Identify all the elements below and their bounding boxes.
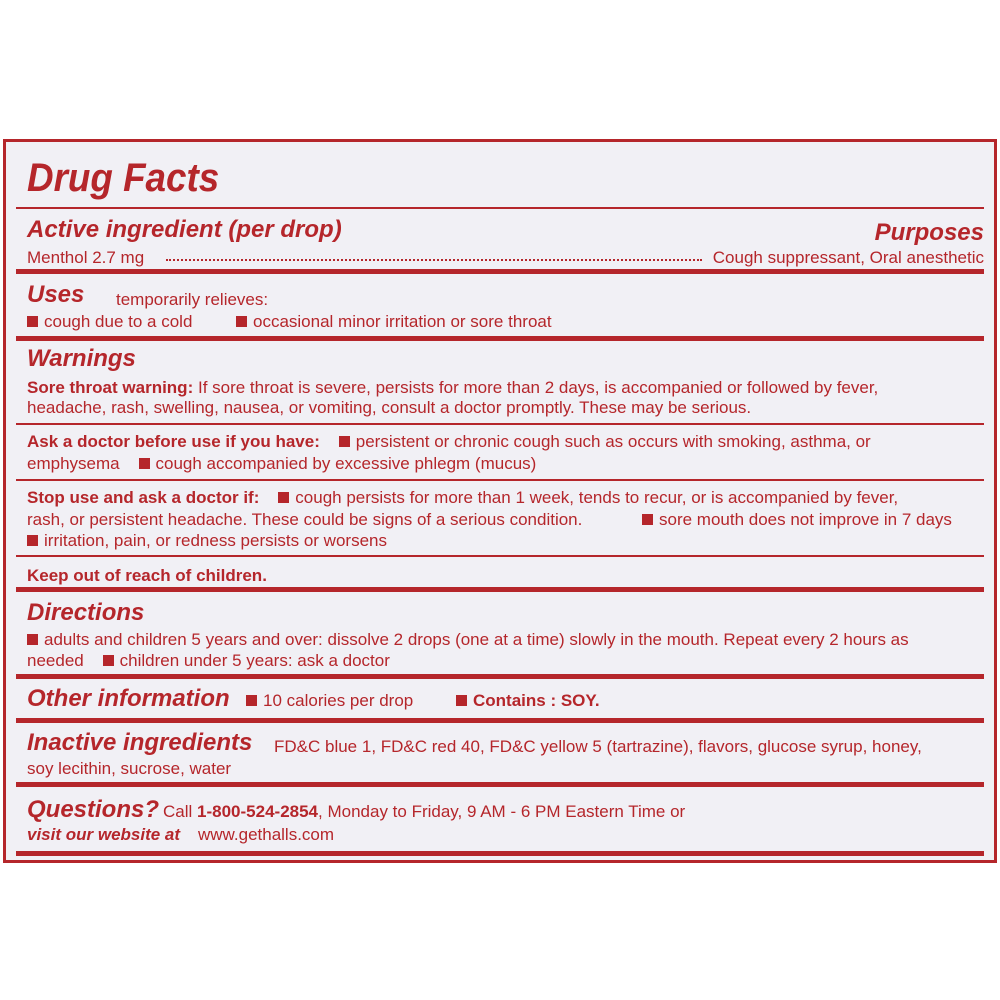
- questions-call: Call 1-800-524-2854, Monday to Friday, 9 AM - 6 PM Eastern Time or: [163, 802, 686, 821]
- uses-intro: temporarily relieves:: [116, 290, 269, 309]
- stop-use-warning: Stop use and ask a doctor if: cough persists for more than 1 week, tends to recur, or is accompanied by fever,: [27, 488, 899, 507]
- divider: [16, 336, 984, 341]
- divider: [16, 851, 984, 856]
- bullet-icon: [139, 458, 150, 469]
- sore-throat-warning-cont: headache, rash, swelling, nausea, or vomiting, consult a doctor promptly. These may be serious.: [27, 398, 752, 417]
- dot-leader: [166, 259, 702, 261]
- active-purpose: Cough suppressant, Oral anesthetic: [712, 248, 984, 267]
- drug-facts-panel: [3, 139, 997, 863]
- other-information-item: 10 calories per drop: [246, 692, 413, 709]
- bullet-icon: [246, 695, 257, 706]
- directions-item: adults and children 5 years and over: dissolve 2 drops (one at a time) slowly in the mouth. Repeat every 2 hours as: [27, 631, 909, 648]
- ask-doctor-warning: Ask a doctor before use if you have: persistent or chronic cough such as occurs with smoking, asthma, or: [27, 432, 871, 451]
- purposes-heading: Purposes: [874, 219, 984, 246]
- bullet-icon: [103, 655, 114, 666]
- uses-item: occasional minor irritation or sore throat: [236, 313, 552, 330]
- divider: [16, 479, 984, 481]
- divider: [16, 555, 984, 557]
- bullet-icon: [27, 316, 38, 327]
- divider: [16, 674, 984, 679]
- active-ingredient: Menthol 2.7 mg: [27, 248, 145, 267]
- visit-website-label: visit our website at: [27, 825, 181, 844]
- divider: [16, 423, 984, 425]
- sore-throat-warning: Sore throat warning: If sore throat is severe, persists for more than 2 days, is accompanied or followed by fever,: [27, 378, 879, 397]
- directions-heading: Directions: [27, 599, 145, 626]
- divider: [16, 269, 984, 274]
- stop-use-warning-cont: rash, or persistent headache. These could be signs of a serious condition.: [27, 510, 583, 529]
- phone-number[interactable]: 1-800-524-2854: [197, 802, 319, 821]
- bullet-icon: [339, 436, 350, 447]
- website-link[interactable]: www.gethalls.com: [198, 825, 335, 844]
- inactive-ingredients-heading: Inactive ingredients: [27, 729, 253, 756]
- divider: [16, 718, 984, 723]
- bullet-icon: [27, 634, 38, 645]
- drug-facts-title: Drug Facts: [27, 156, 220, 200]
- bullet-icon: [278, 492, 289, 503]
- bullet-icon: [236, 316, 247, 327]
- bullet-icon: [456, 695, 467, 706]
- stop-use-item: irritation, pain, or redness persists or worsens: [27, 532, 387, 549]
- warnings-heading: Warnings: [27, 345, 136, 372]
- bullet-icon: [642, 514, 653, 525]
- uses-heading: Uses: [27, 281, 85, 308]
- keep-out-warning: Keep out of reach of children.: [27, 566, 267, 585]
- stop-use-item: sore mouth does not improve in 7 days: [642, 511, 952, 528]
- questions-heading: Questions?: [27, 796, 160, 823]
- divider: [16, 782, 984, 787]
- bullet-icon: [27, 535, 38, 546]
- inactive-ingredients-text: FD&C blue 1, FD&C red 40, FD&C yellow 5 (tartrazine), flavors, glucose syrup, honey,: [274, 737, 922, 756]
- divider: [16, 587, 984, 592]
- other-information-item: Contains : SOY.: [456, 692, 600, 709]
- ask-doctor-warning-cont: emphysema cough accompanied by excessive phlegm (mucus): [27, 454, 537, 473]
- inactive-ingredients-text-cont: soy lecithin, sucrose, water: [27, 759, 232, 778]
- uses-item: cough due to a cold: [27, 313, 192, 330]
- directions-item-cont: needed children under 5 years: ask a doctor: [27, 651, 390, 670]
- active-ingredient-heading: Active ingredient (per drop): [27, 216, 342, 243]
- other-information-heading: Other information: [27, 685, 230, 712]
- divider: [16, 207, 984, 209]
